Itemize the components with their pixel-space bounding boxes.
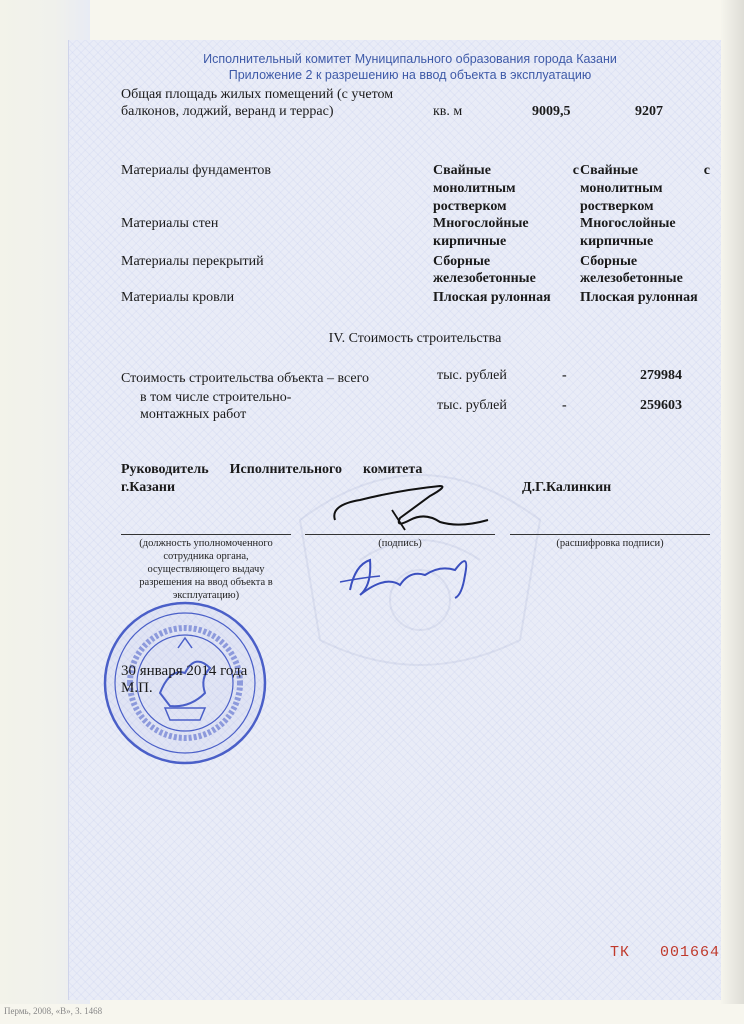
cost-smr-label-1: в том числе строительно- xyxy=(140,390,292,405)
roof-label: Материалы кровли xyxy=(121,290,235,305)
cost-smr-unit: тыс. рублей xyxy=(437,398,507,413)
area-label-line-1: Общая площадь жилых помещений (с учетом xyxy=(121,87,394,102)
area-unit: кв. м xyxy=(433,104,463,119)
signatory-name: Д.Г.Калинкин xyxy=(522,480,612,495)
area-project-value: 9009,5 xyxy=(532,104,571,119)
signatory-position-line-2: г.Казани xyxy=(121,480,176,495)
floors-project-2: железобетонные xyxy=(433,271,536,286)
floors-actual-1: Сборные xyxy=(580,254,638,269)
roof-project: Плоская рулонная xyxy=(433,290,551,305)
caption-position-line-2: сотрудника органа, xyxy=(163,551,249,562)
foundation-project-3: ростверком xyxy=(433,199,507,214)
roof-actual: Плоская рулонная xyxy=(580,290,698,305)
cost-total-unit: тыс. рублей xyxy=(437,368,507,383)
foundation-project-2: монолитным xyxy=(433,181,516,196)
cost-total-actual: 279984 xyxy=(640,368,682,383)
foundation-label: Материалы фундаментов xyxy=(121,163,272,178)
walls-project-2: кирпичные xyxy=(433,234,507,249)
walls-label: Материалы стен xyxy=(121,216,219,231)
cost-total-label: Стоимость строительства объекта – всего xyxy=(121,371,370,386)
floors-label: Материалы перекрытий xyxy=(121,254,264,269)
walls-actual-2: кирпичные xyxy=(580,234,654,249)
walls-project-1: Многослойные xyxy=(433,216,529,231)
area-actual-value: 9207 xyxy=(635,104,663,119)
caption-signature: (подпись) xyxy=(378,538,422,549)
foundation-actual-2: монолитным xyxy=(580,181,663,196)
signatory-position-line-1: Руководитель Исполнительного комитета xyxy=(121,462,423,477)
caption-position-line-3: осуществляющего выдачу xyxy=(147,564,265,575)
issue-date: 30 января 2014 года xyxy=(121,663,248,679)
cost-total-project: - xyxy=(562,368,567,383)
area-label-line-2: балконов, лоджий, веранд и террас) xyxy=(121,104,334,119)
header-line-1: Исполнительный комитет Муниципального образования города Казани xyxy=(203,52,617,66)
cost-smr-actual: 259603 xyxy=(640,398,682,413)
foundation-project-1: Свайные с xyxy=(433,163,579,178)
header-line-2: Приложение 2 к разрешению на ввод объекта в эксплуатацию xyxy=(228,68,592,82)
caption-position-line-1: (должность уполномоченного xyxy=(139,538,273,549)
floors-project-1: Сборные xyxy=(433,254,491,269)
printer-note: Пермь, 2008, «В», З. 1468 xyxy=(4,1006,103,1016)
seal-place-label: М.П. xyxy=(121,680,153,696)
serial-number: ТК 001664 xyxy=(610,944,721,961)
section-title: IV. Стоимость строительства xyxy=(328,331,502,346)
caption-position-line-4: разрешения на ввод объекта в xyxy=(139,577,273,588)
walls-actual-1: Многослойные xyxy=(580,216,676,231)
caption-decode: (расшифровка подписи) xyxy=(556,538,664,549)
caption-position-line-5: эксплуатацию) xyxy=(172,590,240,601)
foundation-actual-3: ростверком xyxy=(580,199,654,214)
floors-actual-2: железобетонные xyxy=(580,271,683,286)
foundation-actual-1: Свайные с xyxy=(580,163,710,178)
cost-smr-label-2: монтажных работ xyxy=(140,407,247,422)
cost-smr-project: - xyxy=(562,398,567,413)
